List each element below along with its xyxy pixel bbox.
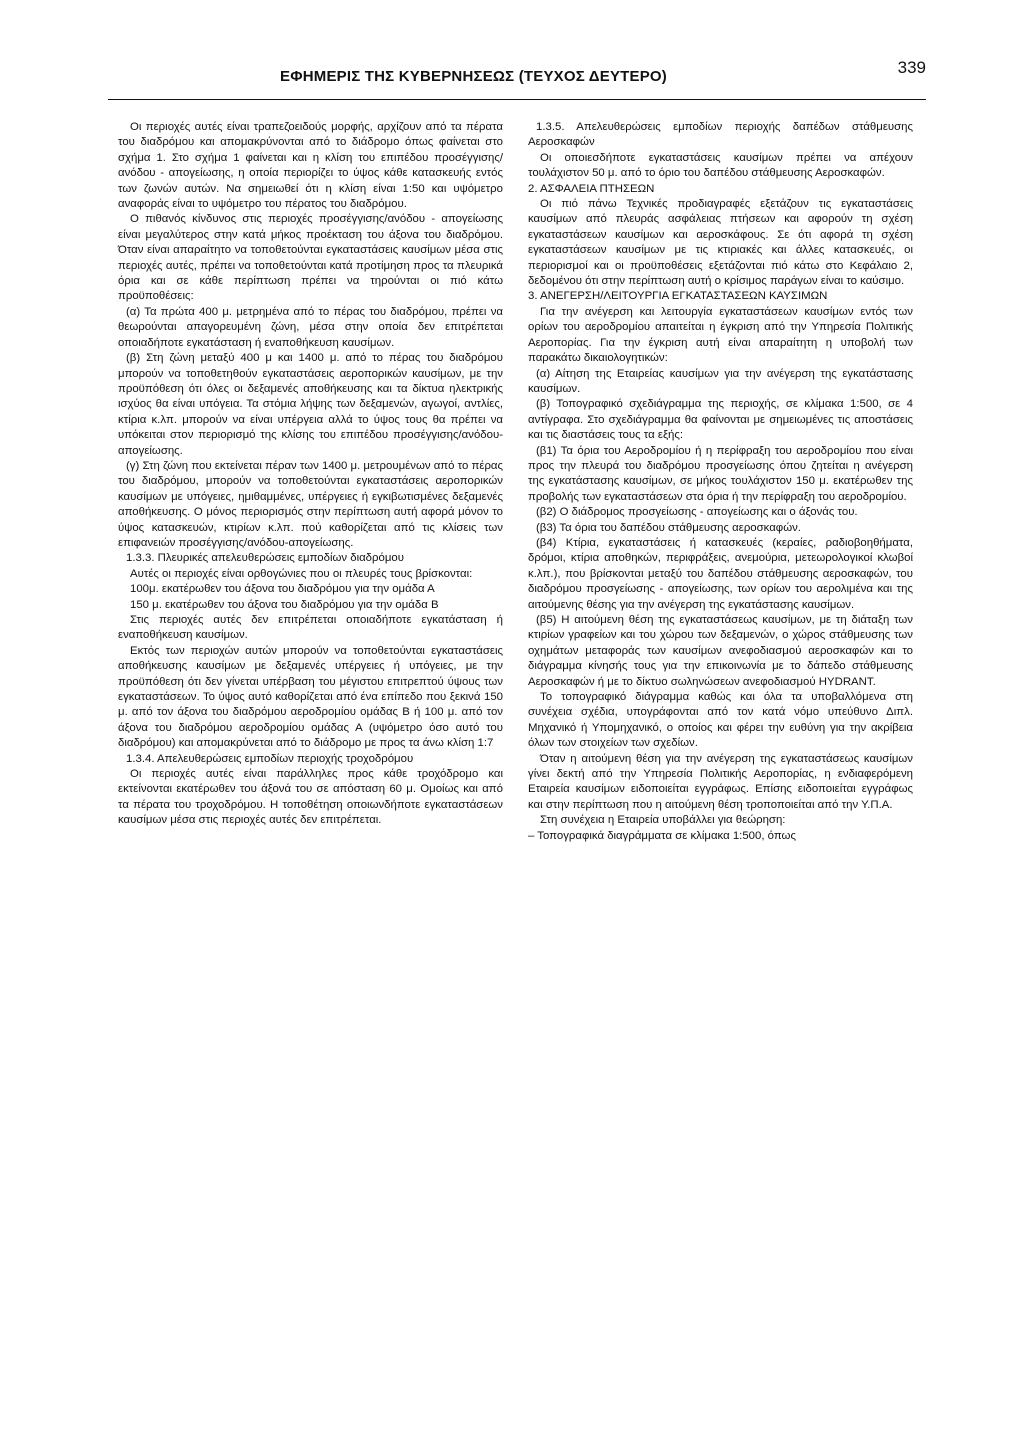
gazette-title: ΕΦΗΜΕΡΙΣ ΤΗΣ ΚΥΒΕΡΝΗΣΕΩΣ (ΤΕΥΧΟΣ ΔΕΥΤΕΡΟ) <box>280 68 667 85</box>
paragraph: Οι οποιεσδήποτε εγκαταστάσεις καυσίμων πρέπει να απέχουν τουλάχιστον 50 μ. από το όριο του δαπέδου στάθμευσης Αεροσκαφών. <box>528 151 913 180</box>
paragraph: Αυτές οι περιοχές είναι ορθογώνιες που οι πλευρές τους βρίσκονται: <box>130 567 473 580</box>
paragraph: Το τοπογραφικό διάγραμμα καθώς και όλα τα υποβαλλόμενα στη συνέχεια σχέδια, υπογράφονται από τον κατά νόμο υπεύθυνο Διπλ. Μηχανικό ή Υπομηχανικό, ο οποίος και φέρει την ευθύνη για την ακρίβεια όλων των στοιχείων των σχεδίων. <box>528 691 913 750</box>
list-item: (β) Στη ζώνη μεταξύ 400 μ και 1400 μ. από το πέρας του διαδρόμου μπορούν να τοποθετηθούν εγκαταστάσεις αεροπορικών καυσίμων, με την προϋπόθεση ότι όλες οι δεξαμενές αποθήκευσης και τα δίκτυα ηλεκτρικής ισχύος θα είναι υπόγεια. Τα στόμια λήψης των δεξαμενών, αγωγοί, αντλίες, κτίρια κ.λπ. μπορούν να είναι υπέργεια αλλά το ύψος τους θα πρέπει να υπόκειται στον περιορισμό της κλίσης του επιπέδου προσέγγισης/ανόδου-απογείωσης. <box>118 352 503 457</box>
paragraph: Στις περιοχές αυτές δεν επιτρέπεται οποιαδήποτε εγκατάσταση ή εναποθήκευση καυσίμων. <box>118 614 503 642</box>
list-item: (γ) Στη ζώνη που εκτείνεται πέραν των 1400 μ. μετρουμένων από το πέρας του διαδρόμου, μπορούν να τοποθετούνται εγκαταστάσεις αεροπορικών καυσίμων με υπόγειες, ημιθαμμένες, υπέργειες ή εγκιβωτισμένες δεξαμενές αποθήκευσης. Ο μόνος περιορισμός στην περίπτωση αυτή αφορά μόνον το ύψος κατασκευών, κτιρίων κ.λπ. πού καθορίζεται από τις κλίσεις των επιφανειών προσέγγισης/ανόδου-απογείωσης. <box>118 459 503 549</box>
list-item: (α) Αίτηση της Εταιρείας καυσίμων για την ανέγερση της εγκατάστασης καυσίμων. <box>528 367 913 395</box>
paragraph: Οι πιό πάνω Τεχνικές προδιαγραφές εξετάζουν τις εγκαταστάσεις καυσίμων από πλευράς ασφάλειας πτήσεων και αφορούν τη σχέση εγκαταστάσεων καυσίμων και αεροσκάφους. Σε ότι αφορά τη σχέση εγκαταστάσεων καυσίμων με τις κτιριακές και άλλες κατασκευές, οι περιορισμοί και οι προϋποθέσεις εξετάζονται πιό κάτω στο Κεφάλαιο 2, δεδομένου ότι στην περίπτωση αυτή ο κρίσιμος παράγων είναι το καύσιμο. <box>528 198 913 288</box>
list-item: (β2) Ο διάδρομος προσγείωσης - απογείωσης και ο άξονάς του. <box>536 506 858 519</box>
right-column <box>528 120 913 844</box>
list-item: (β1) Τα όρια του Αεροδρομίου ή η περίφραξη του αεροδρομίου που είναι προς την πλευρά του διαδρόμου προσγείωσης όπου ζητείται η ανέγερση της εγκατάστασης καυσίμων, σε μήκος τουλάχιστον 150 μ. εκατέρωθεν της προβολής των εγκαταστάσεων στα όρια ή την περίφραξη του αεροδρομίου. <box>528 444 913 503</box>
paragraph: Εκτός των περιοχών αυτών μπορούν να τοποθετούνται εγκαταστάσεις αποθήκευσης καυσίμων με δεξαμενές υπέργειες ή υπόγειες, με την προϋπόθεση ότι δεν γίνεται υπέρβαση του μέγιστου επιτρεπτού ύψους των εγκαταστάσεων. Το ύψος αυτό καθορίζεται από ένα επίπεδο που ξεκινά 150 μ. από τον άξονα του διαδρόμου αεροδρομίου ομάδας Β ή 100 μ. από τον άξονα του διαδρόμου αεροδρομίου ομάδας Α (υψόμετρο όσο αυτό του διαδρόμου) και απομακρύνεται από το διάδρομο με προς τα άνω κλίση 1:7 <box>118 644 503 750</box>
paragraph: Ο πιθανός κίνδυνος στις περιοχές προσέγγισης/ανόδου - απογείωσης είναι μεγαλύτερος στην κατά μήκος προέκταση του άξονα του διαδρόμου. Όταν είναι απαραίτητο να τοποθετούνται εγκαταστάσεις καυσίμων μέσα στις περιοχές αυτές, πρέπει να τοποθετούνται κατά προτίμηση προς τα πλευρικά όρια και σε κάθε περίπτωση πρέπει να τηρούνται οι πιό κάτω προϋποθέσεις: <box>118 213 503 303</box>
section-heading: 2. ΑΣΦΑΛΕΙΑ ΠΤΗΣΕΩΝ <box>528 182 655 195</box>
list-item: (β4) Κτίρια, εγκαταστάσεις ή κατασκευές (κεραίες, ραδιοβοηθήματα, δρόμοι, κτίρια αποθηκών, περιφράξεις, ανεμούρια, μετεωρολογικοί κλωβοί κ.λπ.), που βρίσκονται μεταξύ του δαπέδου στάθμευσης αεροσκαφών, του διαδρόμου προσγείωσης - απογείωσης, των ορίων του αερολιμένα και της αιτούμενης θέσης για την ανέγερση της εγκατάστασης καυσίμων. <box>528 536 913 611</box>
section-heading: 3. ΑΝΕΓΕΡΣΗ/ΛΕΙΤΟΥΡΓΙΑ ΕΓΚΑΤΑΣΤΑΣΕΩΝ ΚΑΥΣΙΜΩΝ <box>528 290 828 303</box>
paragraph: 150 μ. εκατέρωθεν του άξονα του διαδρόμου για την ομάδα Β <box>130 598 439 611</box>
paragraph: 100μ. εκατέρωθεν του άξονα του διαδρόμου για την ομάδα Α <box>130 583 435 596</box>
list-item: (α) Τα πρώτα 400 μ. μετρημένα από το πέρας του διαδρόμου, πρέπει να θεωρούνται απαγορευμένη ζώνη, μέσα στην οποία δεν επιτρέπεται οποιαδήποτε εγκατάσταση ή εναποθήκευση καυσίμων. <box>118 305 503 349</box>
list-item: (β) Τοπογραφικό σχεδιάγραμμα της περιοχής, σε κλίμακα 1:500, σε 4 αντίγραφα. Στο σχεδιάγραμμα θα φαίνονται με σημειωμένες τις αποστάσεις και τις διαστάσεις τους τα εξής: <box>528 398 913 442</box>
paragraph: – Τοπογραφικά διαγράμματα σε κλίμακα 1:500, όπως <box>528 829 796 842</box>
left-column <box>118 120 503 829</box>
paragraph: Οι περιοχές αυτές είναι παράλληλες προς κάθε τροχόδρομο και εκτείνονται εκατέρωθεν του άξονά του σε απόσταση 60 μ. Ομοίως και από τα πέρατα του τροχοδρόμου. Η τοποθέτηση οποιωνδήποτε εγκαταστάσεων καυσίμων μέσα στις περιοχές αυτές δεν επιτρέπεται. <box>118 768 503 827</box>
paragraph: Για την ανέγερση και λειτουργία εγκαταστάσεων καυσίμων εντός των ορίων του αεροδρομίου απαιτείται η έγκριση από την Υπηρεσία Πολιτικής Αεροπορίας. Για την έγκριση αυτή είναι απαραίτητη η υποβολή των παρακάτω δικαιολογητικών: <box>528 305 913 365</box>
list-item: (β3) Τα όρια του δαπέδου στάθμευσης αεροσκαφών. <box>536 521 801 534</box>
paragraph: Όταν η αιτούμενη θέση για την ανέγερση της εγκαταστάσεως καυσίμων γίνει δεκτή από την Υπηρεσία Πολιτικής Αεροπορίας, η ενδιαφερόμενη Εταιρεία καυσίμων ειδοποιείται εγγράφως. Επίσης ειδοποιείται εγγράφως και στην περίπτωση που η αιτούμενη θέση τροποποιείται από την Υ.Π.Α. <box>528 752 913 811</box>
paragraph: Στη συνέχεια η Εταιρεία υποβάλλει για θεώρηση: <box>540 814 786 827</box>
paragraph: Οι περιοχές αυτές είναι τραπεζοειδούς μορφής, αρχίζουν από τα πέρατα του διαδρόμου και απομακρύνονται από το διάδρομο όπως φαίνεται στο σχήμα 1. Στο σχήμα 1 φαίνεται και η κλίση του επιπέδου προσέγγισης/ανόδου - απογείωσης, η οποία περιορίζει το ύψος κάθε κατασκευής εντός των ζωνών αυτών. Να σημειωθεί ότι η κλίση είναι 1:50 και υψόμετρο αναφοράς είναι το υψόμετρο του πέρατος του διαδρόμου. <box>118 121 503 211</box>
page-number: 339 <box>897 58 926 77</box>
section-heading: 1.3.3. Πλευρικές απελευθερώσεις εμποδίων διαδρόμου <box>126 552 404 565</box>
section-heading: 1.3.4. Απελευθερώσεις εμποδίων περιοχής τροχοδρόμου <box>126 752 414 765</box>
section-heading: 1.3.5. Απελευθερώσεις εμποδίων περιοχής δαπέδων στάθμευσης Αεροσκαφών <box>528 121 913 149</box>
page-header <box>108 58 926 100</box>
list-item: (β5) Η αιτούμενη θέση της εγκαταστάσεως καυσίμων, με τη διάταξη των κτιρίων γραφείων και του χώρου των δεξαμενών, ο χώρος στάθμευσης των οχημάτων μεταφοράς των καυσίμων ανεφοδιασμού αεροσκαφών και το διάγραμμα κίνησής τους για την επικοινωνία με το δάπεδο στάθμευσης Αεροσκαφών ή με το δίκτυο σωληνώσεων ανεφοδιασμού HYDRANT. <box>528 614 913 688</box>
header-rule <box>108 99 926 100</box>
